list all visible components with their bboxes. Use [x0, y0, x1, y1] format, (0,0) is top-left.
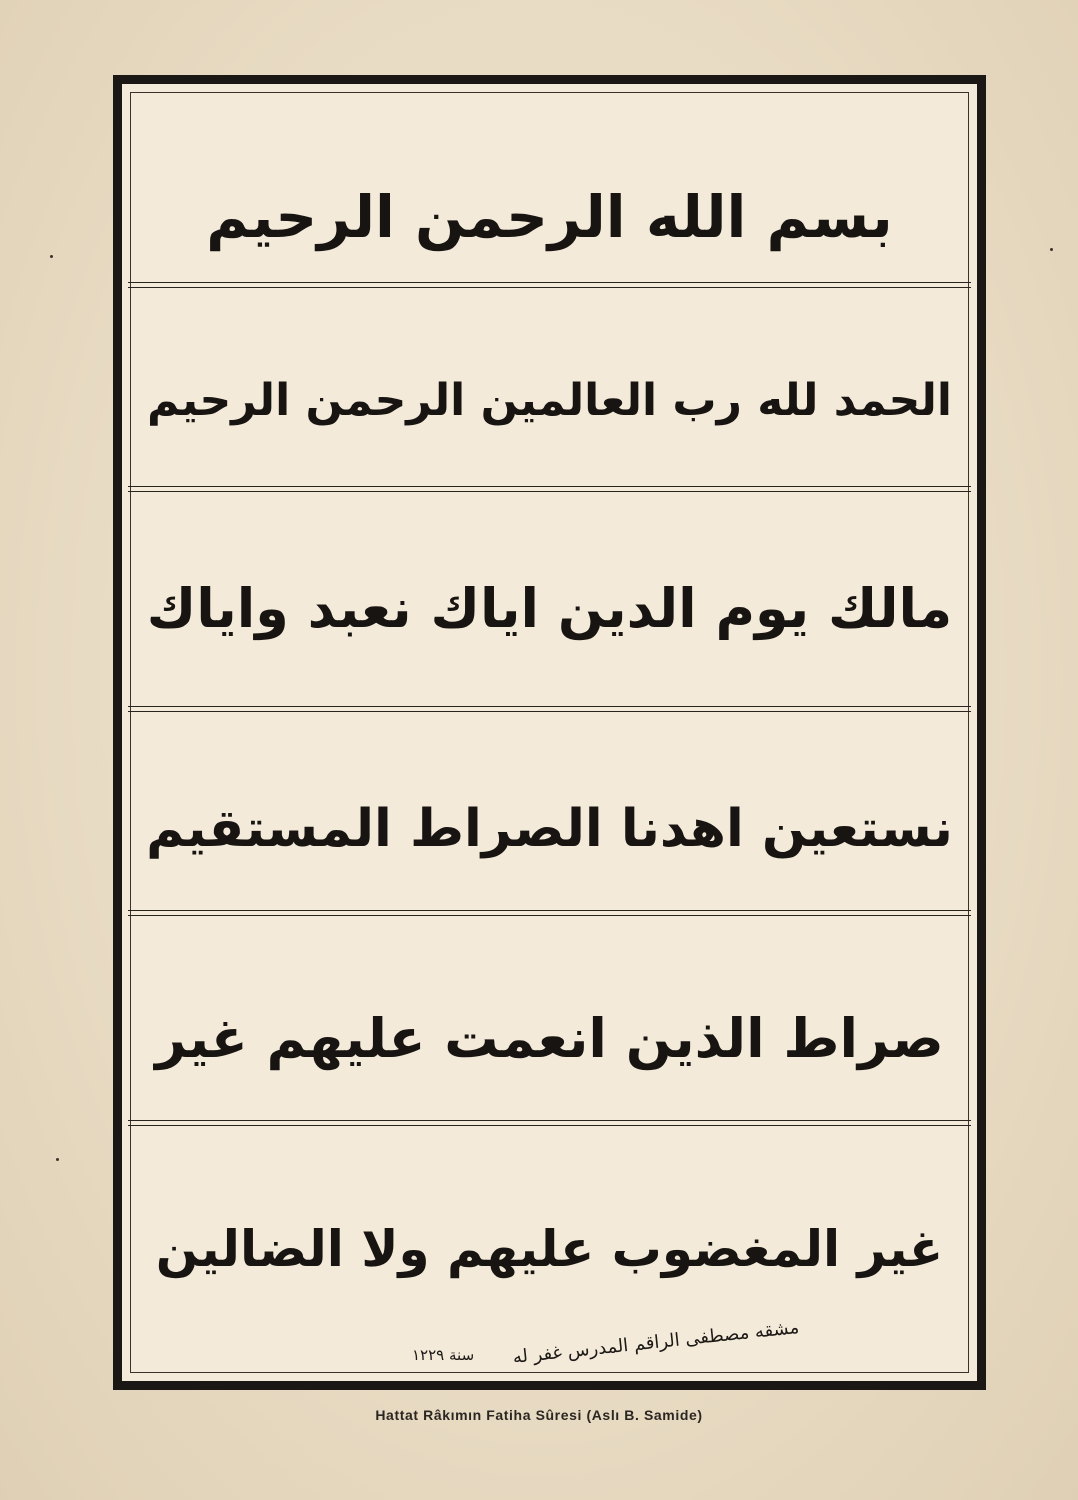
divider-3: [128, 706, 971, 712]
verse-line-6: غير المغضوب عليهم ولا الضالين: [155, 1220, 944, 1278]
divider-2: [128, 486, 971, 492]
paper-speck: [1050, 248, 1053, 251]
verse-line-3: مالك يوم الدين اياك نعبد واياك: [146, 577, 953, 640]
calligraphy-frame: [113, 75, 986, 1390]
signature-date: سنة ١٢٢٩: [412, 1346, 475, 1364]
verse-line-2: الحمد لله رب العالمين الرحمن الرحيم: [147, 375, 952, 426]
calligrapher-signature: مشقه مصطفى الراقم المدرس غفر له: [511, 1317, 801, 1368]
paper-speck: [56, 1158, 59, 1161]
verse-line-5: صراط الذين انعمت عليهم غير: [155, 1007, 944, 1070]
divider-4: [128, 910, 971, 916]
verse-line-1: بسم الله الرحمن الرحيم: [206, 183, 893, 251]
page-caption: Hattat Râkımın Fatiha Sûresi (Aslı B. Samide): [375, 1407, 703, 1423]
divider-5: [128, 1120, 971, 1126]
verse-line-4: نستعين اهدنا الصراط المستقيم: [146, 799, 953, 859]
divider-1: [128, 282, 971, 288]
paper-speck: [50, 255, 53, 258]
